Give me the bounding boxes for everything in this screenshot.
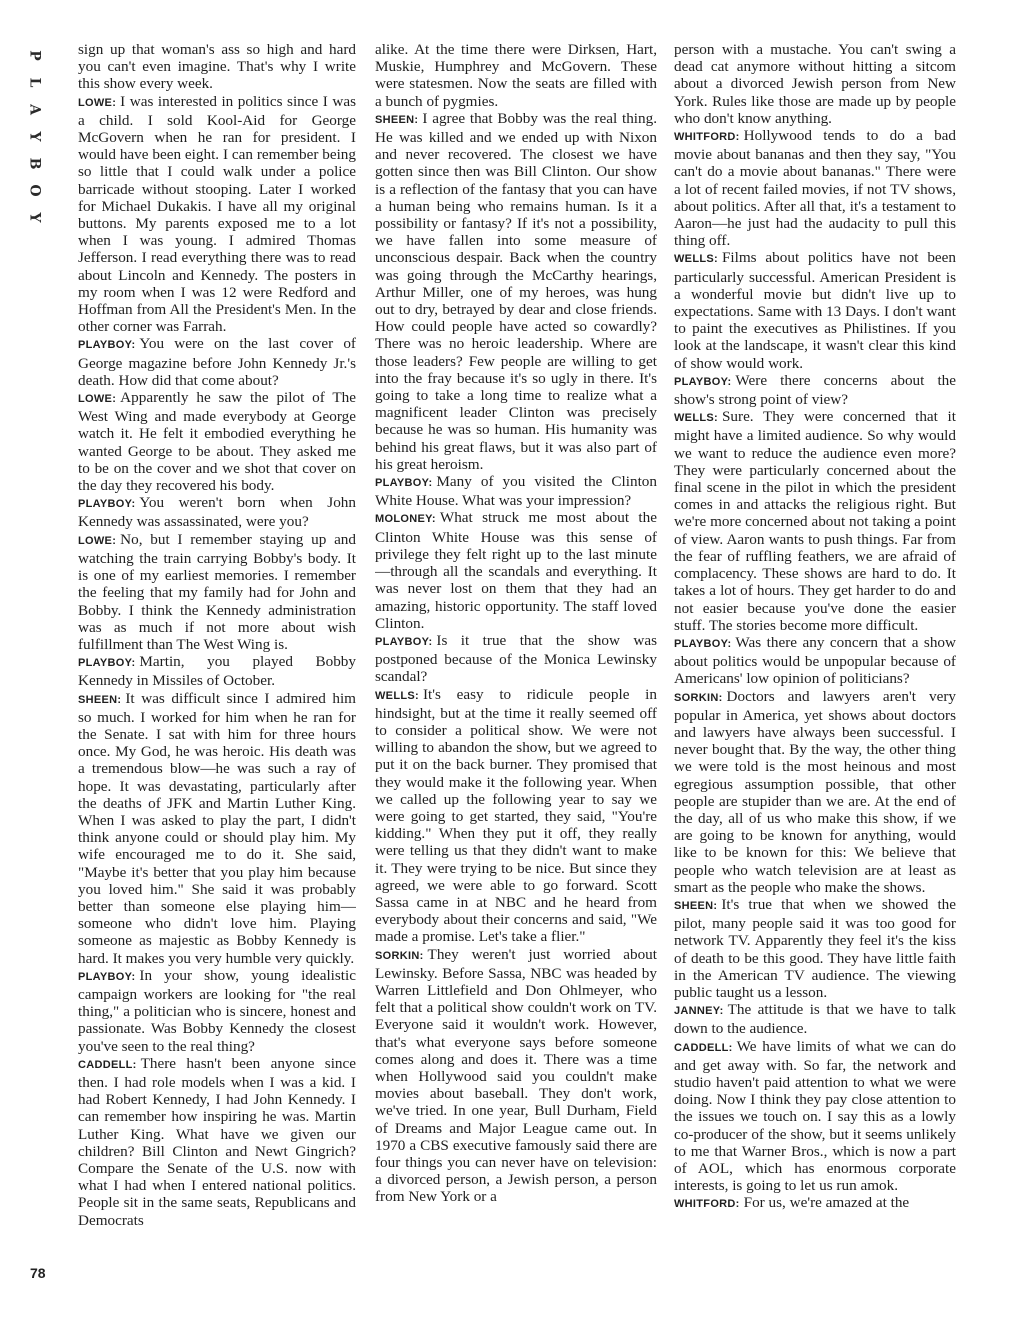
paragraph-text: I was interested in politics since I was a child. I sold Kool-Aid for George McGovern when he ran for president. I would have been eight. I can remember being so little that I could walk under a police barricade without stooping. Later I worked for Michael Dukakis. I have all my original buttons. My parents exposed me to a lot when I was young. I admired Thomas Jefferson. I read everything there was to read about Lincoln and Kennedy. The posters in my room when I was 12 were Redford and Hoffman from All the President's Men. In the other corner was Farrah. xyxy=(78,92,356,336)
magazine-letter: B xyxy=(26,157,43,170)
text-column-3 xyxy=(674,41,956,1287)
speaker-label: SHEEN: xyxy=(375,113,419,126)
speaker-label: JANNEY: xyxy=(674,1005,724,1018)
paragraph-text: Hollywood tends to do a bad movie about bananas and then they say, "You can't do a movie about bananas." There were a lot of recent failed movies, if not TV shows, about politics. After all that, it's a testament to Aaron—he just had the audacity to pull this thing off. xyxy=(674,127,956,250)
interview-paragraph xyxy=(674,372,956,408)
speaker-label: PLAYBOY: xyxy=(78,657,136,670)
interview-paragraph xyxy=(375,632,657,686)
speaker-label: WHITFORD: xyxy=(674,131,740,144)
paragraph-text: There hasn't been anyone since then. I had role models when I was a kid. I had Robert Kennedy, I had John Kennedy. I can remember how inspiring he was. Martin Luther King. What have we given our children? Bill Clinton and Newt Gingrich? Compare the Senate of the U.S. now with what I had when I entered national politics. People sit in the same seats, Republicans and Democrats xyxy=(78,1054,356,1229)
paragraph-text: In your show, young idealistic campaign workers are looking for "the real thing," a politician who is sincere, honest and passionate. Was Bobby Kennedy the closest you've seen to the real thing? xyxy=(78,966,356,1055)
magazine-side-label xyxy=(26,42,42,231)
speaker-label: PLAYBOY: xyxy=(78,498,136,511)
paragraph-text: Films about politics have not been particularly successful. American President is a wonderful movie but didn't live up to expectations. Same with 13 Days. I don't want to paint the executives as Philistines. If you look at the landscape, it wasn't clear this kind of show would work. xyxy=(674,249,956,372)
interview-paragraph xyxy=(674,634,956,688)
interview-paragraph xyxy=(674,249,956,371)
speaker-label: LOWE: xyxy=(78,534,117,547)
paragraph-text: It's true that when we showed the pilot, many people said it was too good for network TV. Apparently they feel it's the kiss of death to be this good. They have little faith in the American TV audience. The viewing public taught us a lesson. xyxy=(674,895,956,1001)
paragraph-text: They weren't just worried about Lewinsky. Before Sassa, NBC was headed by Warren Littlefield and Don Ohlmeyer, who felt that a political show couldn't work on TV. Everyone said it wouldn't work. However, that's what everyone says before someone comes along and does it. There was a time when Hollywood said you couldn't make movies about baseball. They don't work, we've tried. In one year, Bull Durham, Field of Dreams and Major League came out. In 1970 a CBS executive famously said there are four things you can never have on television: a divorced person, a Jewish person, a person from New York or a xyxy=(375,945,657,1206)
interview-paragraph xyxy=(78,531,356,653)
paragraph-text: The attitude is that we have to talk down to the audience. xyxy=(674,1001,956,1038)
speaker-label: WELLS: xyxy=(674,253,718,266)
speaker-label: WHITFORD: xyxy=(674,1198,740,1211)
paragraph-text: person with a mustache. You can't swing a dead cat anymore without hitting a sitcom about a divorced Jewish person from New York. Rules like those are made up by people who don't know anything. xyxy=(674,41,956,127)
speaker-label: SHEEN: xyxy=(674,899,718,912)
speaker-label: CADDELL: xyxy=(674,1041,733,1054)
interview-paragraph xyxy=(375,110,657,473)
speaker-label: PLAYBOY: xyxy=(674,637,732,650)
speaker-label: WELLS: xyxy=(375,689,419,702)
paragraph-text: You weren't born when John Kennedy was assassinated, were you? xyxy=(78,494,356,531)
interview-paragraph xyxy=(674,41,956,127)
interview-paragraph xyxy=(674,408,956,634)
speaker-label: MOLONEY: xyxy=(375,513,436,526)
paragraph-text: alike. At the time there were Dirksen, Hart, Muskie, Humphrey and McGovern. These were statesmen. Now the seats are filled with a bunch of pygmies. xyxy=(375,41,657,110)
interview-paragraph xyxy=(78,1055,356,1229)
magazine-letter: A xyxy=(26,104,43,115)
paragraph-text: It's easy to ridicule people in hindsight, but at the time it really seemed off to consider a political show. We were not willing to abandon the show, but we agreed to put it on the back burner. They promised that they would make it the following year. When we called up the following year to say we were going to get started, they said, "You're kidding." When they put it off, they really were telling us that they didn't want to make it. They were trying to be nice. But since they agreed, we were able to go forward. Scott Sassa came in at NBC and he heard from everybody about their concerns and said, "We made a promise. Let's take a flier." xyxy=(375,685,657,946)
magazine-letter: Y xyxy=(26,212,43,223)
interview-paragraph xyxy=(375,946,657,1206)
speaker-label: WELLS: xyxy=(674,412,718,425)
speaker-label: PLAYBOY: xyxy=(674,375,732,388)
interview-paragraph xyxy=(674,1194,956,1213)
speaker-label: PLAYBOY: xyxy=(375,635,433,648)
interview-paragraph xyxy=(78,41,356,93)
paragraph-text: We have limits of what we can do and get away with. So far, the network and studio haven't paid attention to what we were doing. Now I think they pay close attention to the issues we touch on. I say this as a lowly co-producer of the show, but it seems unlikely to me that Warner Bros., which is now a part of AOL, which has enormous corporate interests, is going to let us run amok. xyxy=(674,1037,956,1195)
interview-paragraph xyxy=(375,473,657,509)
text-column-2 xyxy=(375,41,657,1287)
speaker-label: CADDELL: xyxy=(78,1058,137,1071)
paragraph-text: Were there concerns about the show's strong point of view? xyxy=(674,371,956,409)
speaker-label: PLAYBOY: xyxy=(375,477,433,490)
paragraph-text: sign up that woman's ass so high and hard you can't even imagine. That's why I write this show every week. xyxy=(78,41,356,93)
interview-paragraph xyxy=(674,1001,956,1037)
speaker-label: SHEEN: xyxy=(78,693,122,706)
interview-paragraph xyxy=(78,389,356,494)
speaker-label: SORKIN: xyxy=(375,949,424,962)
magazine-letter: L xyxy=(26,77,43,88)
interview-paragraph xyxy=(375,41,657,110)
magazine-letter: Y xyxy=(26,131,43,142)
paragraph-text: You were on the last cover of George magazine before John Kennedy Jr.'s death. How did that come about? xyxy=(78,335,356,389)
interview-paragraph xyxy=(674,1038,956,1195)
paragraph-text: Martin, you played Bobby Kennedy in Missiles of October. xyxy=(78,653,356,690)
speaker-label: PLAYBOY: xyxy=(78,339,136,352)
magazine-letter: P xyxy=(26,50,43,61)
paragraph-text: I agree that Bobby was the real thing. He was killed and we ended up with Nixon and never recovered. The closest we have gotten since then was Bill Clinton. Our show is a reflection of the fantasy that you can have a human being who remains human. Is it a possibility or fantasy? If it's not a possibility, we have fallen into some measure of unconscious despair. Back when the country was going through the McCarthy hearings, Arthur Miller, one of my heroes, was hung out to dry, betrayed by dear and close friends. How could people have acted so cowardly? There was no heroic leadership. Where are those leaders? Few people are willing to get into the fray because it's so ugly in there. It's going to take a long time to realize what a magnificent leader Clinton was precisely because he was so human. His humanity was behind his great flaws, but it was also part of his great heroism. xyxy=(375,109,657,473)
interview-paragraph xyxy=(78,967,356,1055)
speaker-label: LOWE: xyxy=(78,393,117,406)
interview-paragraph xyxy=(78,494,356,530)
interview-paragraph xyxy=(78,93,356,336)
paragraph-text: For us, we're amazed at the xyxy=(743,1194,910,1212)
interview-paragraph xyxy=(674,896,956,1001)
text-column-1 xyxy=(78,41,356,1287)
interview-paragraph xyxy=(78,653,356,689)
paragraph-text: Many of you visited the Clinton White House. What was your impression? xyxy=(375,473,657,510)
interview-paragraph xyxy=(674,127,956,249)
interview-paragraph xyxy=(78,335,356,389)
paragraph-text: No, but I remember staying up and watching the train carrying Bobby's body. It is one of my earliest memories. I remember the feeling that my family had for John and Bobby. I think the Kennedy administration was as much if not more about wish fulfillment than The West Wing is. xyxy=(78,530,356,653)
magazine-letter: O xyxy=(26,184,43,197)
paragraph-text: Was there any concern that a show about politics would be unpopular because of Americans' low opinion of politicians? xyxy=(674,633,956,688)
interview-paragraph xyxy=(78,690,356,967)
paragraph-text: Doctors and lawyers aren't very popular in America, yet shows about doctors and lawyers have always been successful. I never bought that. By the way, the other thing we were told is the most heinous and most egregious assumption possible, that other people are stupider than we are. At the end of the day, all of us who make this show, if we are going to be known for anything, would like to be known for this: We believe that people who watch television are at least as smart as the people who make the shows. xyxy=(674,687,956,896)
interview-paragraph xyxy=(375,509,657,631)
paragraph-text: Apparently he saw the pilot of The West Wing and made everybody at George watch it. He felt it embodied everything he wanted George to be about. They asked me to be on the cover and we shot that cover on the day they recovered his body. xyxy=(78,389,356,495)
speaker-label: SORKIN: xyxy=(674,691,723,704)
paragraph-text: Is it true that the show was postponed because of the Monica Lewinsky scandal? xyxy=(375,631,657,686)
speaker-label: PLAYBOY: xyxy=(78,970,136,983)
page-number: 78 xyxy=(30,1265,46,1281)
paragraph-text: Sure. They were concerned that it might have a limited audience. So why would we want to reduce the audience even more? They were particularly concerned about the final scene in the pilot in which the president comes in and attacks the religious right. But we're more concerned about not taking a point of view. Aaron wants to push things. Far from the fear of ruffling feathers, we are afraid of complacency. These shows are hard to do. It takes a lot of hours. They get harder to do and not easier because you've done the easier stuff. The stories become more difficult. xyxy=(674,408,956,634)
interview-paragraph xyxy=(674,688,956,896)
interview-paragraph xyxy=(375,686,657,946)
paragraph-text: What struck me most about the Clinton White House was this sense of privilege they felt right up to the last minute—through all the scandals and everything. It was never lost on them that they had an amazing, historic opportunity. The staff loved Clinton. xyxy=(375,509,657,632)
paragraph-text: It was difficult since I admired him so much. I worked for him when he ran for the Senate. I sat with him for three hours once. My God, he was heroic. His death was a tremendous blow—he was such a ray of hope. It was devastating, particularly after the deaths of JFK and Martin Luther King. When I was asked to play the part, I didn't think anyone could or should play him. My wife encouraged me to do it. She said, "Maybe it's better that you play him because you loved him." She said it was probably better than someone else playing him—someone who didn't love him. Playing someone as majestic as Bobby Kennedy is hard. It makes you very humble very quickly. xyxy=(78,689,356,967)
speaker-label: LOWE: xyxy=(78,96,117,109)
